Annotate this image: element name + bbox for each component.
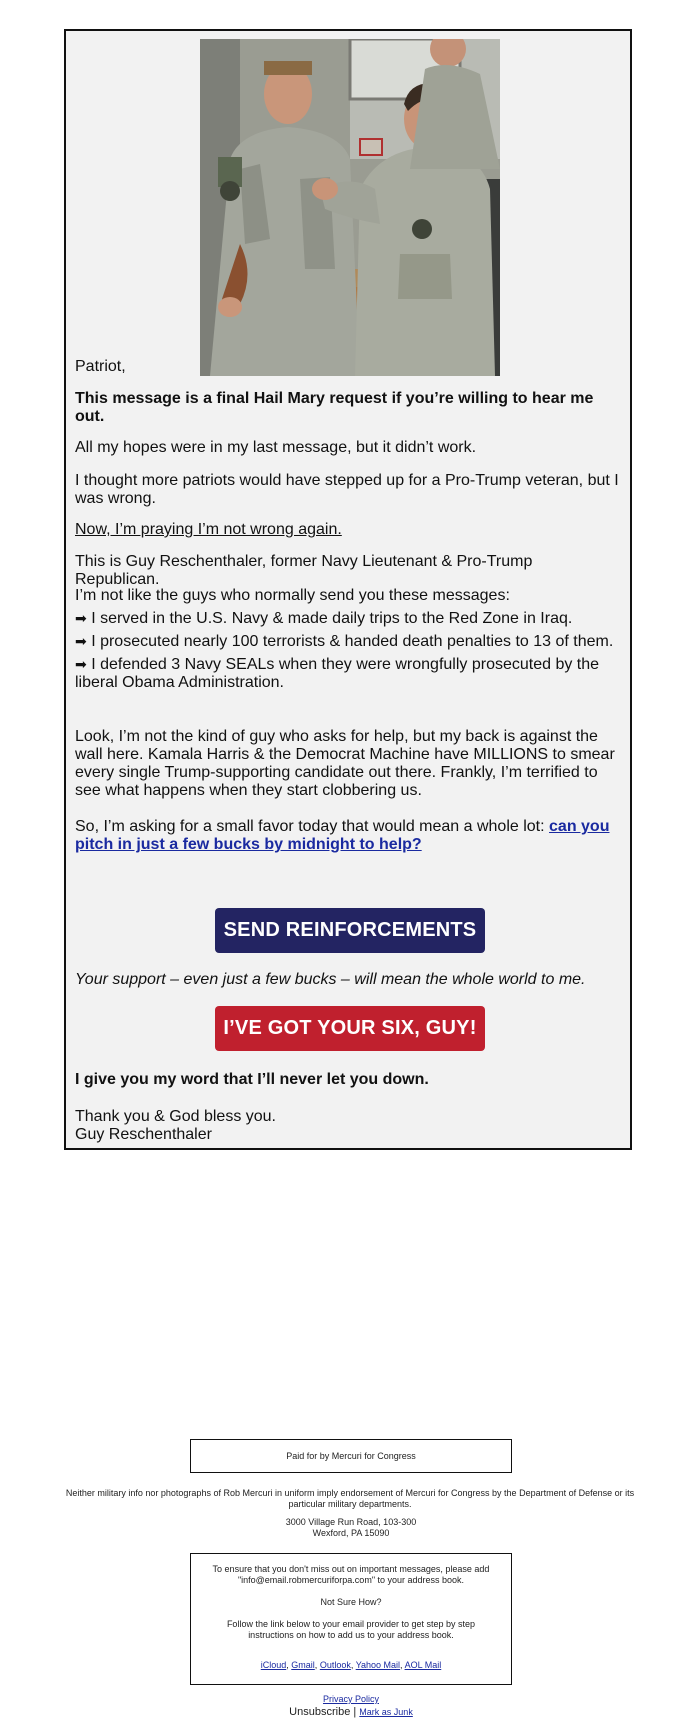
unsubscribe-link[interactable]: Unsubscribe [289, 1706, 351, 1718]
headline: This message is a final Hail Mary request if you’re willing to hear me out. [75, 390, 594, 425]
separator: | [353, 1706, 357, 1718]
got-your-six-button[interactable]: I’VE GOT YOUR SIX, GUY! [215, 1006, 485, 1051]
mark-as-junk-link[interactable]: Mark as Junk [359, 1707, 413, 1717]
provider-links: iCloud, Gmail, Outlook, Yahoo Mail, AOL Mail [260, 1660, 442, 1670]
paragraph-ask: So, I’m asking for a small favor today that would mean a whole lot: can you pitch in just a few bucks by midnight to help? [75, 818, 610, 853]
list-item: ➡ I defended 3 Navy SEALs when they were wrongfully prosecuted by the liberal Obama Administration. [75, 656, 600, 691]
paragraph-look: Look, I’m not the kind of guy who asks for help, but my back is against the wall here. Kamala Harris & the Democrat Machine have MILLIONS to smear every single Trump-supporting candidate out there. Frankly, I’m terrified to see what happens when they start clobbering us. [75, 728, 615, 799]
paid-for-box [190, 1439, 512, 1473]
credentials-intro: I’m not like the guys who normally send you these messages: [75, 587, 510, 604]
arrow-right-icon: ➡ [75, 610, 87, 626]
safelist-text: To ensure that you don't miss out on important messages, please add "info@email.robmercuriforpa.com" to your address book. [212, 1564, 490, 1585]
paragraph-intro: This is Guy Reschenthaler, former Navy Lieutenant & Pro-Trump Republican. [75, 553, 533, 588]
privacy-policy-link[interactable]: Privacy Policy [322, 1694, 379, 1704]
aol-mail-link[interactable]: AOL Mail [404, 1660, 442, 1670]
safelist-box [190, 1553, 512, 1685]
address [190, 1517, 512, 1539]
gmail-link[interactable]: Gmail [291, 1660, 315, 1670]
paragraph-hopes: All my hopes were in my last message, but it didn’t work. [75, 439, 477, 456]
follow-text: Follow the link below to your email provider to get step by step instructions on how to add us to your address book. [226, 1619, 476, 1640]
soldiers-photo-illustration [200, 39, 500, 376]
not-sure-text: Not Sure How? [320, 1597, 382, 1607]
paragraph-praying: Now, I’m praying I’m not wrong again. [75, 521, 342, 538]
email-card [64, 29, 632, 1150]
unsubscribe-row [190, 1706, 512, 1719]
list-item: ➡ I served in the U.S. Navy & made daily trips to the Red Zone in Iraq. [75, 610, 573, 627]
arrow-right-icon: ➡ [75, 633, 87, 649]
signoff: Thank you & God bless you. [75, 1108, 276, 1125]
support-line: Your support – even just a few bucks – will mean the whole world to me. [75, 971, 586, 988]
privacy-row [190, 1694, 512, 1705]
send-reinforcements-button[interactable]: SEND REINFORCEMENTS [215, 908, 485, 953]
credentials-list [75, 587, 620, 692]
disclaimer: Neither military info nor photographs of Rob Mercuri in uniform imply endorsement of Mercuri for Congress by the Department of Defense or its particular military departments. [65, 1488, 635, 1509]
promise-line: I give you my word that I’ll never let you down. [75, 1071, 429, 1088]
yahoo-mail-link[interactable]: Yahoo Mail [355, 1660, 401, 1670]
greeting: Patriot, [75, 358, 126, 375]
donate-link[interactable]: can you pitch in just a few bucks by midnight to help? [75, 818, 610, 853]
icloud-link[interactable]: iCloud [260, 1660, 287, 1670]
arrow-right-icon: ➡ [75, 656, 87, 672]
list-item: ➡ I prosecuted nearly 100 terrorists & handed death penalties to 13 of them. [75, 633, 614, 650]
paragraph-wrong: I thought more patriots would have stepped up for a Pro-Trump veteran, but I was wrong. [75, 472, 619, 507]
signature: Guy Reschenthaler [75, 1126, 212, 1143]
address-line-1: 3000 Village Run Road, 103-300 [285, 1517, 417, 1527]
paid-for-text: Paid for by Mercuri for Congress [286, 1451, 416, 1461]
outlook-link[interactable]: Outlook [319, 1660, 351, 1670]
address-line-2: Wexford, PA 15090 [312, 1528, 390, 1538]
soldiers-photo [200, 39, 500, 376]
